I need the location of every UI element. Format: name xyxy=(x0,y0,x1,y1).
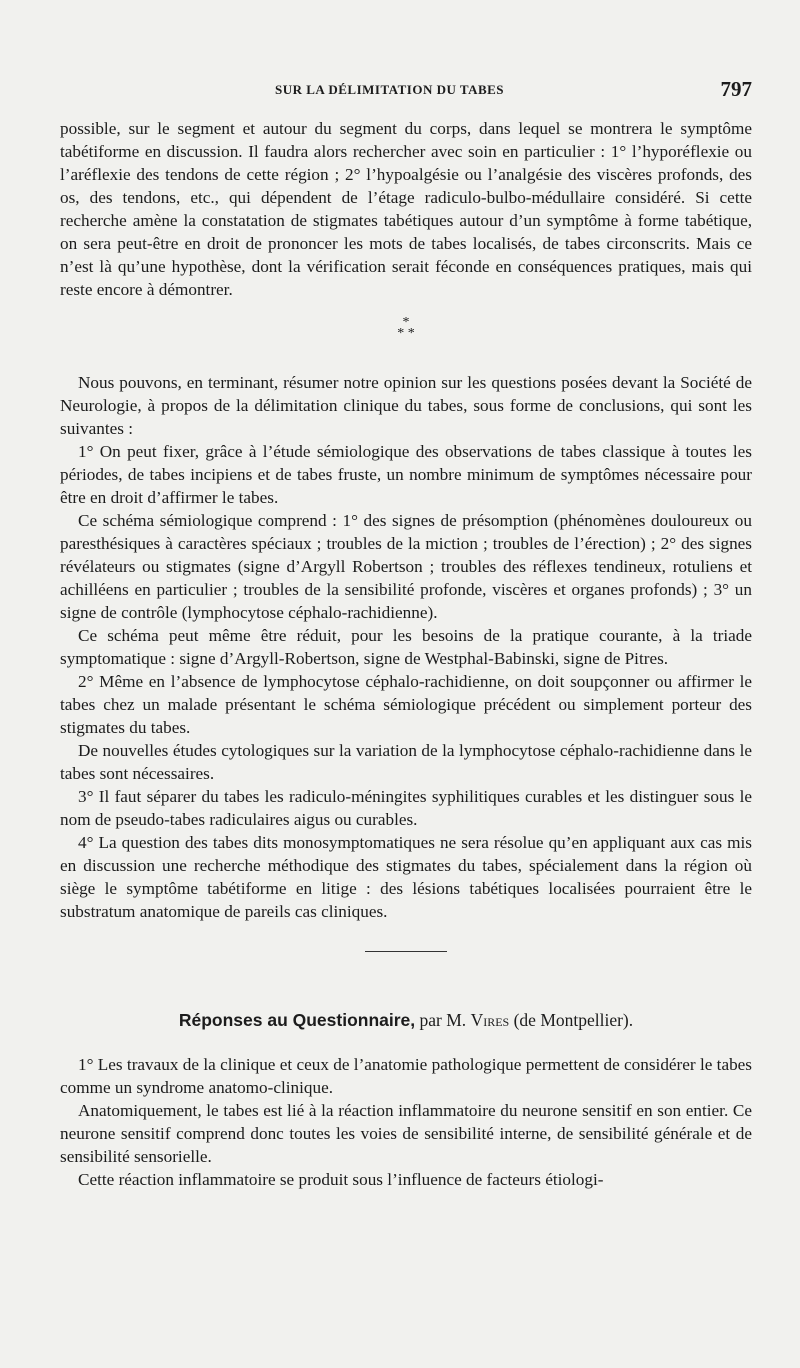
conclusion-intro: Nous pouvons, en terminant, résumer notre opinion sur les questions posées devant la Société de Neurologie, à propos de la délimitation clinique du tabes, sous forme de conclusions, qui sont les suivantes : xyxy=(60,373,752,438)
running-head xyxy=(60,77,752,104)
section-paragraph: Anatomiquement, le tabes est lié à la réaction inflammatoire du neurone sensitif en son entier. Ce neurone sensitif comprend donc toutes les voies de sensibilité interne, de sensibilité générale et de sensibilité sensorielle. xyxy=(60,1101,752,1166)
section-heading-par: par M. xyxy=(419,1010,467,1030)
page-number: 797 xyxy=(720,77,752,101)
paragraph-continuation: possible, sur le segment et autour du segment du corps, dans lequel se montrera le symptôme tabétiforme en discussion. Il faudra alors rechercher avec soin en particulier : 1° l’hyporéflexie ou l’aréflexie des tendons de cette région ; 2° l’hypoalgésie ou l’analgésie des viscères profonds, des os, des tendons, etc., qui dépendent de l’étage radiculo-bulbo-médullaire considéré. Si cette recherche amène la constatation de stigmates tabétiques autour d’un symptôme à forme tabétique, on sera peut-être en droit de prononcer les mots de tabes localisés, de tabes circonscrits. Mais ce n’est là qu’une hypothèse, dont la vérification serait féconde en conséquences pratiques, mais qui reste encore à démontrer. xyxy=(60,119,752,299)
asterism-separator xyxy=(60,317,752,339)
asterism-top: * xyxy=(402,315,410,330)
section-paragraph: 1° Les travaux de la clinique et ceux de l’anatomie pathologique permettent de considérer le tabes comme un syndrome anatomo-clinique. xyxy=(60,1055,752,1097)
section-heading-author: Vires xyxy=(470,1010,510,1030)
conclusion-paragraph: Ce schéma peut même être réduit, pour les besoins de la pratique courante, à la triade symptomatique : signe d’Argyll-Robertson, signe de Westphal-Babinski, signe de Pitres. xyxy=(60,626,752,668)
conclusion-paragraph: 4° La question des tabes dits monosymptomatiques ne sera résolue qu’en appliquant aux cas mis en discussion une recherche méthodique des stigmates du tabes, spécialement dans la région où siège le symptôme tabétiforme en litige : des lésions tabétiques localisées pourraient être le substratum anatomique de pareils cas cliniques. xyxy=(60,833,752,921)
asterism-bottom: * * xyxy=(397,326,415,341)
conclusion-paragraph: De nouvelles études cytologiques sur la variation de la lymphocytose céphalo-rachidienne dans le tabes sont nécessaires. xyxy=(60,741,752,783)
section-divider xyxy=(365,951,447,952)
conclusion-paragraph: Ce schéma sémiologique comprend : 1° des signes de présomption (phénomènes douloureux ou paresthésiques à caractères spéciaux ; troubles de la miction ; troubles de l’érection) ; 2° des signes révélateurs ou stigmates (signe d’Argyll Robertson ; troubles des réflexes tendineux, rotuliens et achilléens en particulier ; troubles de la sensibilité profonde, viscères et organes profonds) ; 3° un signe de contrôle (lymphocytose céphalo-rachidienne). xyxy=(60,511,752,622)
conclusion-paragraph: 3° Il faut séparer du tabes les radiculo-méningites syphilitiques curables et les distinguer sous le nom de pseudo-tabes radiculaires aigus ou curables. xyxy=(60,787,752,829)
conclusion-paragraph: 1° On peut fixer, grâce à l’étude sémiologique des observations de tabes classique à toutes les périodes, de tabes incipiens et de tabes fruste, un nombre minimum de symptômes nécessaire pour être en droit d’affirmer le tabes. xyxy=(60,442,752,507)
section-heading-title: Réponses au Questionnaire, xyxy=(178,1010,416,1030)
running-title: SUR LA DÉLIMITATION DU TABES xyxy=(275,82,505,97)
section-heading xyxy=(60,1010,752,1031)
section-heading-place: (de Montpellier). xyxy=(513,1010,634,1030)
body-text xyxy=(60,117,752,1191)
section-paragraph: Cette réaction inflammatoire se produit sous l’influence de facteurs étiologi- xyxy=(78,1170,604,1189)
conclusion-paragraph: 2° Même en l’absence de lymphocytose céphalo-rachidienne, on doit soupçonner ou affirmer le tabes chez un malade présentant le schéma sémiologique précédent ou simplement porteur des stigmates du tabes. xyxy=(60,672,752,737)
